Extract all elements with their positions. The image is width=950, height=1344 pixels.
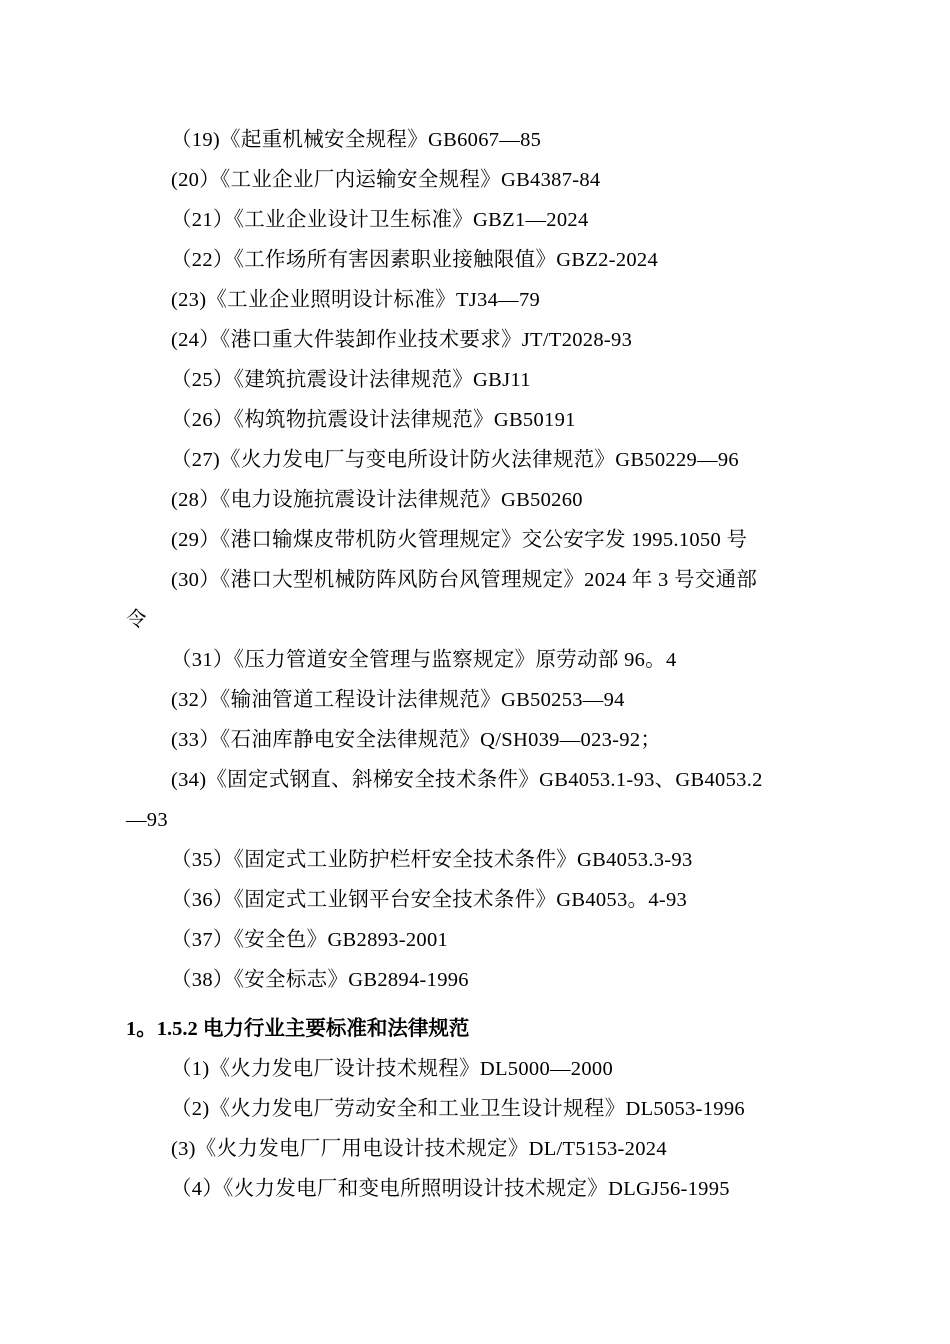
power-standard-item-4: （4）《火力发电厂和变电所照明设计技术规定》DLGJ56-1995 xyxy=(171,1178,730,1200)
standard-item-33: (33）《石油库静电安全法律规范》Q/SH039—023-92； xyxy=(171,729,662,751)
standard-item-22: （22）《工作场所有害因素职业接触限值》GBZ2-2024 xyxy=(171,249,659,271)
document-body xyxy=(126,120,826,1209)
standard-item-30: (30）《港口大型机械防阵风防台风管理规定》2024 年 3 号交通部 xyxy=(171,569,758,591)
standard-item-19: （19)《起重机械安全规程》GB6067—85 xyxy=(171,129,542,151)
standard-item-25: （25）《建筑抗震设计法律规范》GBJ11 xyxy=(171,369,531,391)
standard-item-21: （21）《工业企业设计卫生标准》GBZ1—2024 xyxy=(171,209,589,231)
standard-item-36: （36）《固定式工业钢平台安全技术条件》GB4053。4-93 xyxy=(171,889,688,911)
standard-item-24: (24）《港口重大件装卸作业技术要求》JT/T2028-93 xyxy=(171,329,633,351)
standard-item-27: （27)《火力发电厂与变电所设计防火法律规范》GB50229—96 xyxy=(171,449,739,471)
standard-item-31: （31）《压力管道安全管理与监察规定》原劳动部 96。4 xyxy=(171,649,677,671)
power-standard-item-1: （1)《火力发电厂设计技术规程》DL5000—2000 xyxy=(171,1058,614,1080)
standard-item-23: (23)《工业企业照明设计标准》TJ34—79 xyxy=(171,289,541,311)
power-standard-item-3: (3)《火力发电厂厂用电设计技术规定》DL/T5153-2024 xyxy=(171,1138,667,1160)
standard-item-26: （26）《构筑物抗震设计法律规范》GB50191 xyxy=(171,409,576,431)
standard-item-35: （35）《固定式工业防护栏杆安全技术条件》GB4053.3-93 xyxy=(171,849,693,871)
standard-item-30-continued: 令 xyxy=(126,609,147,631)
power-standard-item-2: （2)《火力发电厂劳动安全和工业卫生设计规程》DL5053-1996 xyxy=(171,1098,745,1120)
standard-item-20: (20）《工业企业厂内运输安全规程》GB4387-84 xyxy=(171,169,601,191)
standard-item-34-continued: —93 xyxy=(126,809,168,831)
standard-item-38: （38）《安全标志》GB2894-1996 xyxy=(171,969,469,991)
standard-item-34: (34)《固定式钢直、斜梯安全技术条件》GB4053.1-93、GB4053.2 xyxy=(171,769,763,791)
standard-item-32: (32）《输油管道工程设计法律规范》GB50253—94 xyxy=(171,689,625,711)
standard-item-37: （37）《安全色》GB2893-2001 xyxy=(171,929,449,951)
section-heading: 1。1.5.2 电力行业主要标准和法律规范 xyxy=(126,1018,470,1040)
standard-item-28: (28）《电力设施抗震设计法律规范》GB50260 xyxy=(171,489,583,511)
standard-item-29: (29）《港口输煤皮带机防火管理规定》交公安字发 1995.1050 号 xyxy=(171,529,748,551)
